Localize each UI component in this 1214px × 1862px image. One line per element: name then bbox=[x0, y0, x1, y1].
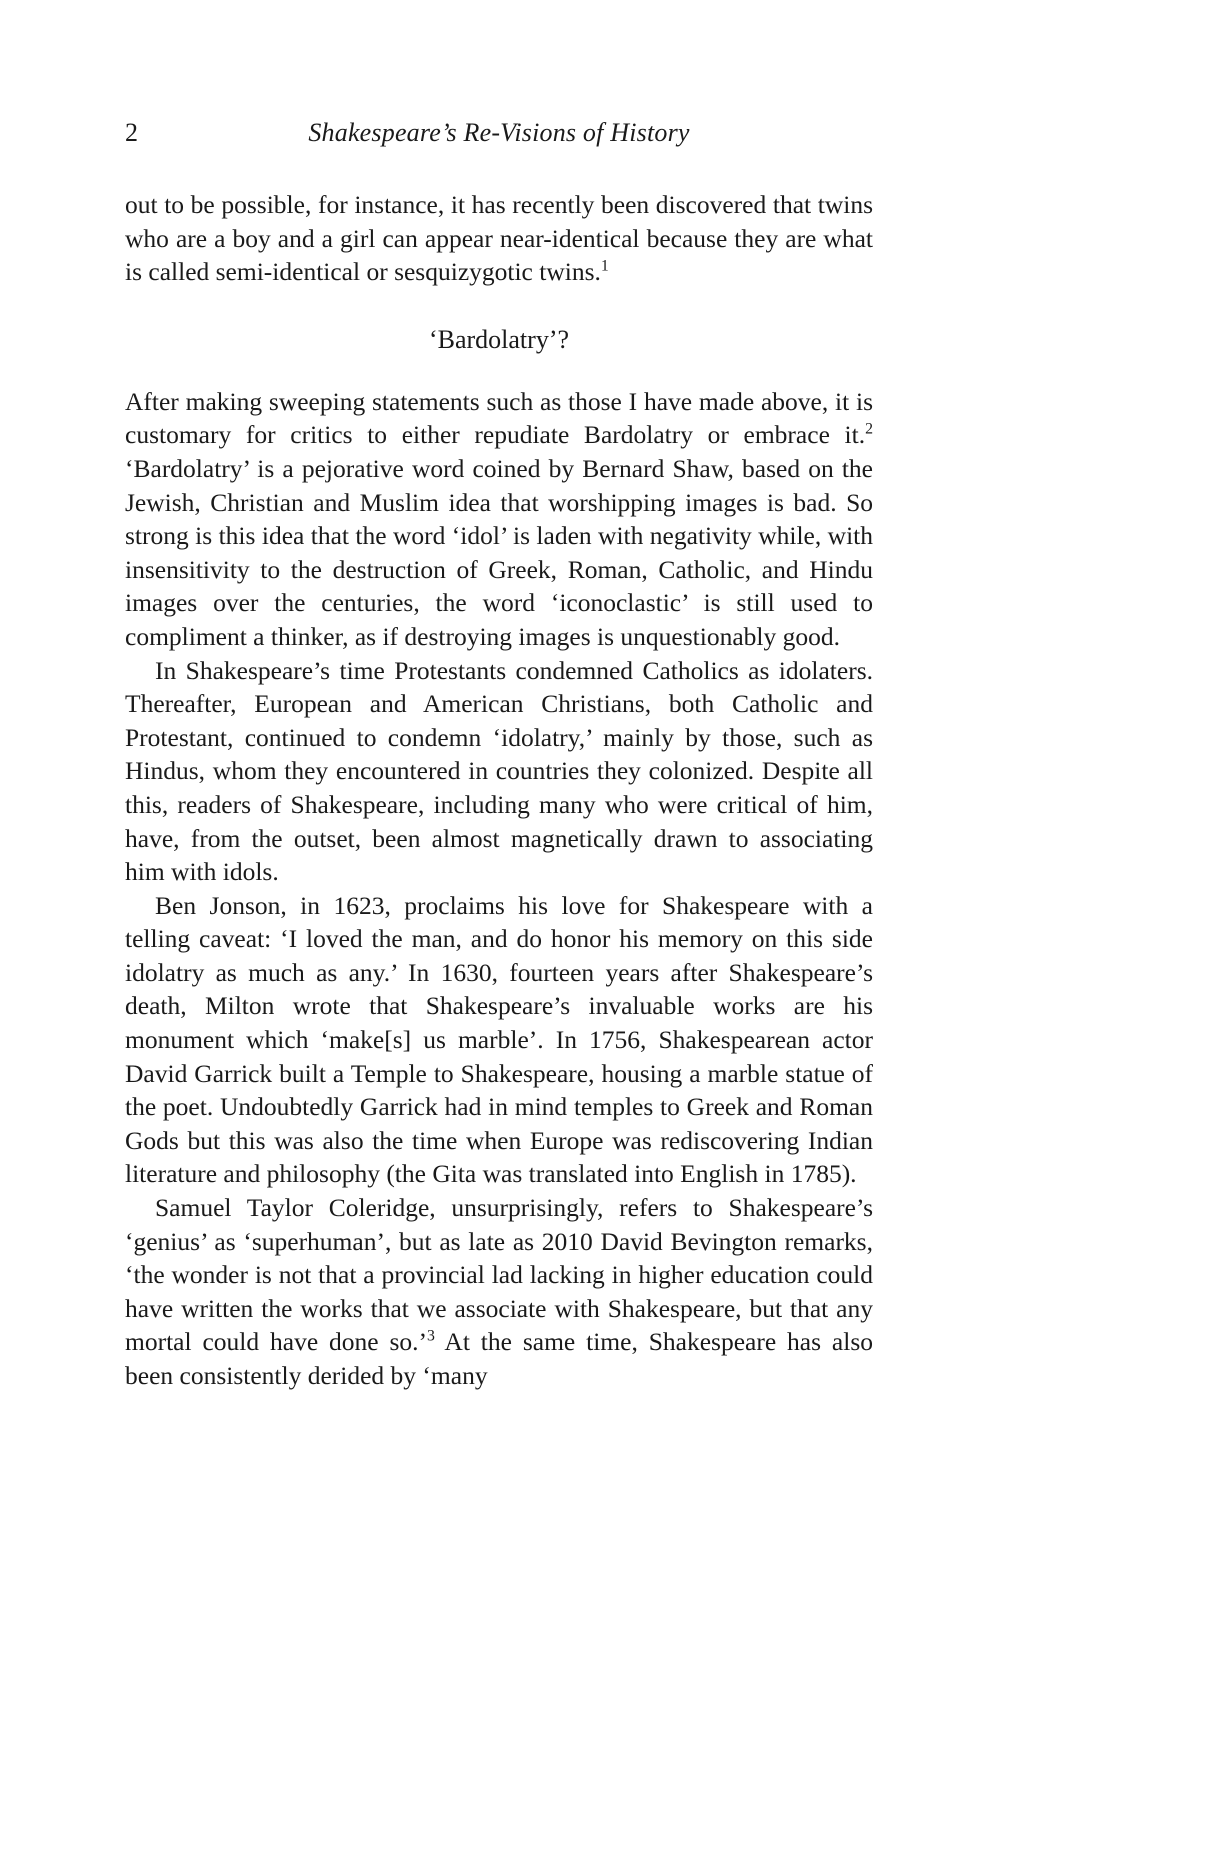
paragraph-protestants-catholics: In Shakespeare’s time Protestants condemned Catholics as idolaters. Thereafter, European and American Christians, both Catholic and Protestant, continued to condemn ‘idolatry,’ mainly by those, such as Hindus, whom they encountered in countries they colonized. Despite all this, readers of Shakespeare, including many who were critical of him, have, from the outset, been almost magnetically drawn to associating him with idols. bbox=[125, 655, 873, 887]
paragraph-continued bbox=[125, 188, 873, 289]
paragraph-coleridge bbox=[125, 1191, 873, 1393]
spacer-before-heading bbox=[125, 289, 873, 323]
spacer-after-heading bbox=[125, 357, 873, 385]
page-text-block bbox=[125, 116, 873, 1393]
running-head bbox=[125, 116, 873, 160]
section-heading: ‘Bardolatry’? bbox=[428, 324, 570, 354]
footnote-marker-2[interactable]: 2 bbox=[865, 420, 873, 438]
page-number: 2 bbox=[125, 118, 138, 147]
paragraph-ben-jonson: Ben Jonson, in 1623, proclaims his love for Shakespeare with a telling caveat: ‘I loved the man, and do honor his memory on this side idolatry as much as any.’ In 1630, fourteen years after Shakespeare’s death, Milton wrote that Shakespeare’s invaluable works are his monument which ‘make[s] us marble’. In 1756, Shakespearean actor David Garrick built a Temple to Shakespeare, housing a marble statue of the poet. Undoubtedly Garrick had in mind temples to Greek and Roman Gods but this was also the time when Europe was rediscovering Indian literature and philosophy (the Gita was translated into English in 1785). bbox=[125, 890, 873, 1189]
running-title: Shakespeare’s Re-Visions of History bbox=[308, 118, 690, 147]
footnote-marker-1[interactable]: 1 bbox=[600, 257, 609, 275]
paragraph-bardolatry-part-2: ‘Bardolatry’ is a pejorative word coined by Bernard Shaw, based on the Jewish, Christian and Muslim idea that worshipping images is bad. So strong is this idea that the word ‘idol’ is laden with negativity while, with insensitivity to the destruction of Greek, Roman, Catholic, and Hindu images over the centuries, the word ‘iconoclastic’ is still used to compliment a thinker, as if destroying images is unquestionably good. bbox=[125, 453, 873, 651]
paragraph-bardolatry-part-1: After making sweeping statements such as those I have made above, it is customary for critics to either repudiate Bardolatry or embrace it. bbox=[125, 386, 873, 450]
paragraph-coleridge-part-2: At the same time, Shakespeare has also been consistently derided by ‘many bbox=[125, 1327, 874, 1390]
paragraph-continued-text: out to be possible, for instance, it has recently been discovered that twins who are a boy and a girl can appear near-identical because they are what is called semi-identical or sesquizygotic twins. bbox=[125, 190, 873, 287]
footnote-marker-3[interactable]: 3 bbox=[427, 1327, 435, 1345]
paragraph-bardolatry bbox=[125, 385, 873, 654]
paragraph-coleridge-part-1: Samuel Taylor Coleridge, unsurprisingly, refers to Shakespeare’s ‘genius’ as ‘superhuman’, but as late as 2010 David Bevington remarks, ‘the wonder is not that a provincial lad lacking in higher education could have written the works that we associate with Shakespeare, but that any mortal could have done so.’ bbox=[125, 1193, 873, 1357]
